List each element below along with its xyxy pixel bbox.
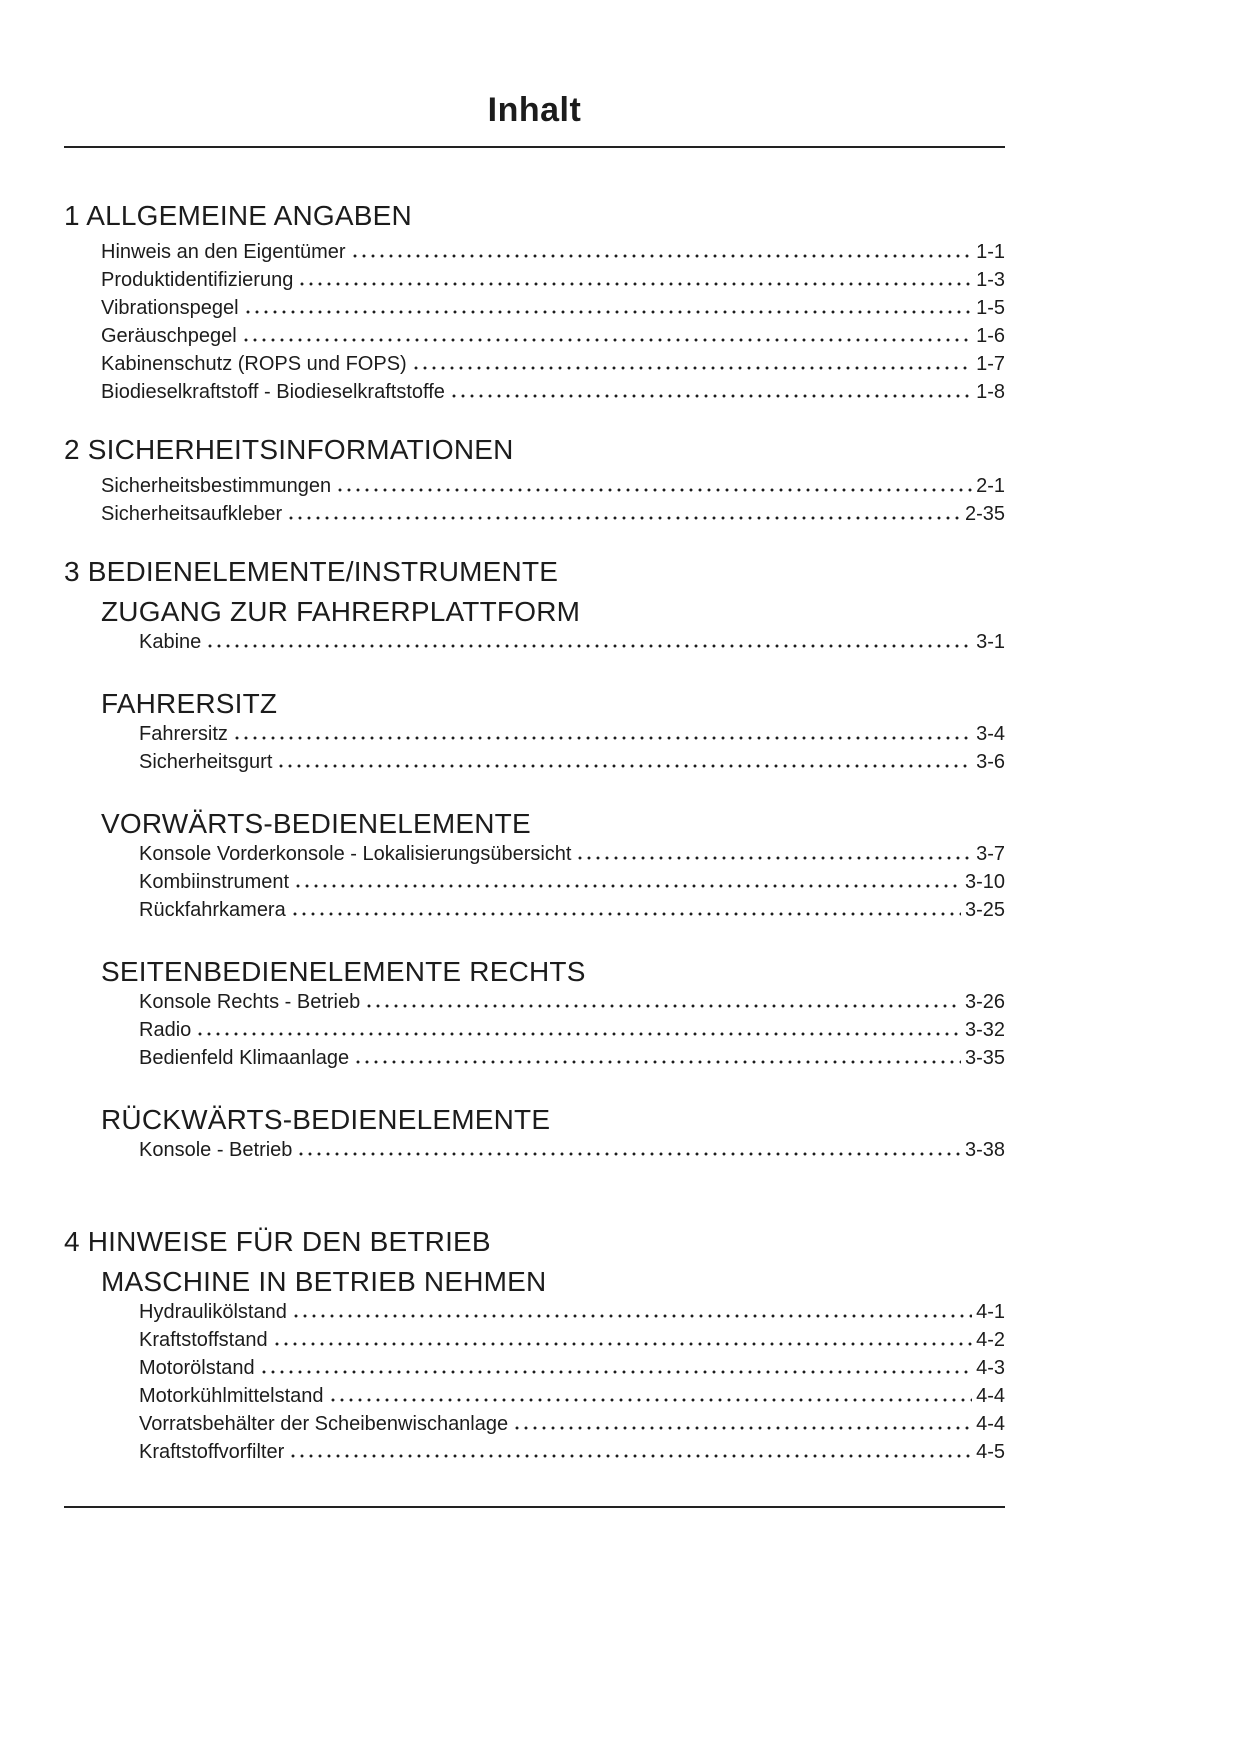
leader-dots xyxy=(299,1152,961,1156)
entry-label: Motorölstand xyxy=(139,1357,255,1379)
entry-label: Hydraulikölstand xyxy=(139,1301,287,1323)
entry-label: Kabine xyxy=(139,631,202,653)
entry-label: Radio xyxy=(139,1019,192,1041)
leader-dots xyxy=(452,394,972,398)
subsection-heading: VORWÄRTS-BEDIENELEMENTE xyxy=(101,808,531,839)
page-number: 4-5 xyxy=(976,1441,1005,1463)
page-number: 4-1 xyxy=(976,1301,1005,1323)
section-heading: 4 HINWEISE FÜR DEN BETRIEB xyxy=(64,1226,491,1257)
leader-dots xyxy=(208,644,972,648)
toc-entry xyxy=(101,500,1005,528)
entry-label: Vorratsbehälter der Scheibenwischanlage xyxy=(139,1413,509,1435)
bottom-rule xyxy=(64,1506,1005,1508)
entry-label: Sicherheitsgurt xyxy=(139,751,273,773)
page-number: 3-7 xyxy=(976,843,1005,865)
toc-entry xyxy=(139,868,1005,896)
entry-label: Kraftstoffstand xyxy=(139,1329,268,1351)
page-number: 3-25 xyxy=(964,899,1005,921)
entry-label: Bedienfeld Klimaanlage xyxy=(139,1047,350,1069)
entry-label: Sicherheitsbestimmungen xyxy=(101,475,332,497)
toc-entry xyxy=(139,1136,1005,1164)
leader-dots xyxy=(262,1370,972,1374)
toc-entry xyxy=(139,840,1005,868)
entry-label: Biodieselkraftstoff - Biodieselkraftstoffe xyxy=(101,381,445,403)
subsection-zugang-zur-fahrerplattform xyxy=(64,596,1005,656)
page-number: 3-26 xyxy=(964,991,1005,1013)
entry-label: Kombiinstrument xyxy=(139,871,290,893)
toc-entry xyxy=(101,378,1005,406)
leader-dots xyxy=(244,338,972,342)
leader-dots xyxy=(294,1314,972,1318)
leader-dots xyxy=(414,366,972,370)
entry-label: Produktidentifizierung xyxy=(101,269,294,291)
entry-label: Sicherheitsaufkleber xyxy=(101,503,283,525)
subsection-vorwaerts-bedienelemente xyxy=(64,808,1005,924)
entry-label: Konsole Rechts - Betrieb xyxy=(139,991,361,1013)
section-heading: 3 BEDIENELEMENTE/INSTRUMENTE xyxy=(64,556,559,587)
top-rule xyxy=(64,146,1005,148)
toc-entry xyxy=(139,1016,1005,1044)
page-number: 4-2 xyxy=(976,1329,1005,1351)
toc-entry xyxy=(139,1298,1005,1326)
leader-dots xyxy=(279,764,972,768)
toc-entry xyxy=(139,1354,1005,1382)
toc-entry xyxy=(139,896,1005,924)
page-number: 3-4 xyxy=(976,723,1005,745)
page-number: 4-4 xyxy=(976,1413,1005,1435)
page-number: 1-3 xyxy=(976,269,1005,291)
entry-label: Fahrersitz xyxy=(139,723,228,745)
page-number: 1-5 xyxy=(976,297,1005,319)
page-number: 4-3 xyxy=(976,1357,1005,1379)
entry-label: Rückfahrkamera xyxy=(139,899,286,921)
leader-dots xyxy=(331,1398,973,1402)
leader-dots xyxy=(353,254,973,258)
page-number: 4-4 xyxy=(976,1385,1005,1407)
subsection-fahrersitz xyxy=(64,688,1005,776)
toc-entry xyxy=(101,350,1005,378)
subsection-heading: ZUGANG ZUR FAHRERPLATTFORM xyxy=(101,596,581,627)
toc-entry xyxy=(101,238,1005,266)
section-bedienelemente-instrumente xyxy=(64,556,1005,1164)
subsection-maschine-in-betrieb-nehmen xyxy=(64,1266,1005,1466)
page-number: 3-35 xyxy=(964,1047,1005,1069)
section-heading: 1 ALLGEMEINE ANGABEN xyxy=(64,200,412,231)
leader-dots xyxy=(289,516,961,520)
leader-dots xyxy=(338,488,972,492)
page-number: 3-38 xyxy=(964,1139,1005,1161)
entry-label: Konsole Vorderkonsole - Lokalisierungsübersicht xyxy=(139,843,572,865)
leader-dots xyxy=(293,912,961,916)
leader-dots xyxy=(246,310,973,314)
leader-dots xyxy=(578,856,972,860)
entry-label: Konsole - Betrieb xyxy=(139,1139,293,1161)
leader-dots xyxy=(356,1060,961,1064)
subsection-rueckwaerts-bedienelemente xyxy=(64,1104,1005,1164)
page-number: 3-6 xyxy=(976,751,1005,773)
entry-label: Motorkühlmittelstand xyxy=(139,1385,324,1407)
toc-entry xyxy=(101,472,1005,500)
leader-dots xyxy=(367,1004,961,1008)
toc-entry xyxy=(139,1044,1005,1072)
entry-label: Kraftstoffvorfilter xyxy=(139,1441,285,1463)
toc-entry xyxy=(139,1382,1005,1410)
toc-entry xyxy=(101,294,1005,322)
subsection-heading: FAHRERSITZ xyxy=(101,688,278,719)
entry-label: Geräuschpegel xyxy=(101,325,237,347)
page-number: 1-8 xyxy=(976,381,1005,403)
toc-entry xyxy=(101,322,1005,350)
toc-entry xyxy=(139,1438,1005,1466)
page-number: 3-10 xyxy=(964,871,1005,893)
toc-entry xyxy=(139,628,1005,656)
toc-entry xyxy=(101,266,1005,294)
leader-dots xyxy=(291,1454,972,1458)
page-number: 2-1 xyxy=(976,475,1005,497)
subsection-heading: MASCHINE IN BETRIEB NEHMEN xyxy=(101,1266,547,1297)
subsection-heading: RÜCKWÄRTS-BEDIENELEMENTE xyxy=(101,1104,551,1135)
section-allgemeine-angaben xyxy=(64,200,1005,406)
leader-dots xyxy=(515,1426,972,1430)
leader-dots xyxy=(300,282,972,286)
toc-entry xyxy=(139,1326,1005,1354)
page-number: 1-7 xyxy=(976,353,1005,375)
leader-dots xyxy=(235,736,972,740)
page-number: 3-1 xyxy=(976,631,1005,653)
subsection-heading: SEITENBEDIENELEMENTE RECHTS xyxy=(101,956,586,987)
toc-entry xyxy=(139,1410,1005,1438)
page-number: 1-6 xyxy=(976,325,1005,347)
leader-dots xyxy=(296,884,961,888)
section-hinweise-fuer-den-betrieb xyxy=(64,1226,1005,1466)
subsection-seitenbedienelemente-rechts xyxy=(64,956,1005,1072)
toc-entry xyxy=(139,720,1005,748)
section-sicherheitsinformationen xyxy=(64,434,1005,528)
entry-label: Vibrationspegel xyxy=(101,297,239,319)
leader-dots xyxy=(275,1342,973,1346)
entry-label: Hinweis an den Eigentümer xyxy=(101,241,346,263)
page-number: 3-32 xyxy=(964,1019,1005,1041)
toc-entry xyxy=(139,988,1005,1016)
entry-label: Kabinenschutz (ROPS und FOPS) xyxy=(101,353,407,375)
page-title: Inhalt xyxy=(487,91,582,129)
leader-dots xyxy=(198,1032,961,1036)
page-number: 2-35 xyxy=(964,503,1005,525)
toc-entry xyxy=(139,748,1005,776)
page-number: 1-1 xyxy=(976,241,1005,263)
section-heading: 2 SICHERHEITSINFORMATIONEN xyxy=(64,434,514,465)
